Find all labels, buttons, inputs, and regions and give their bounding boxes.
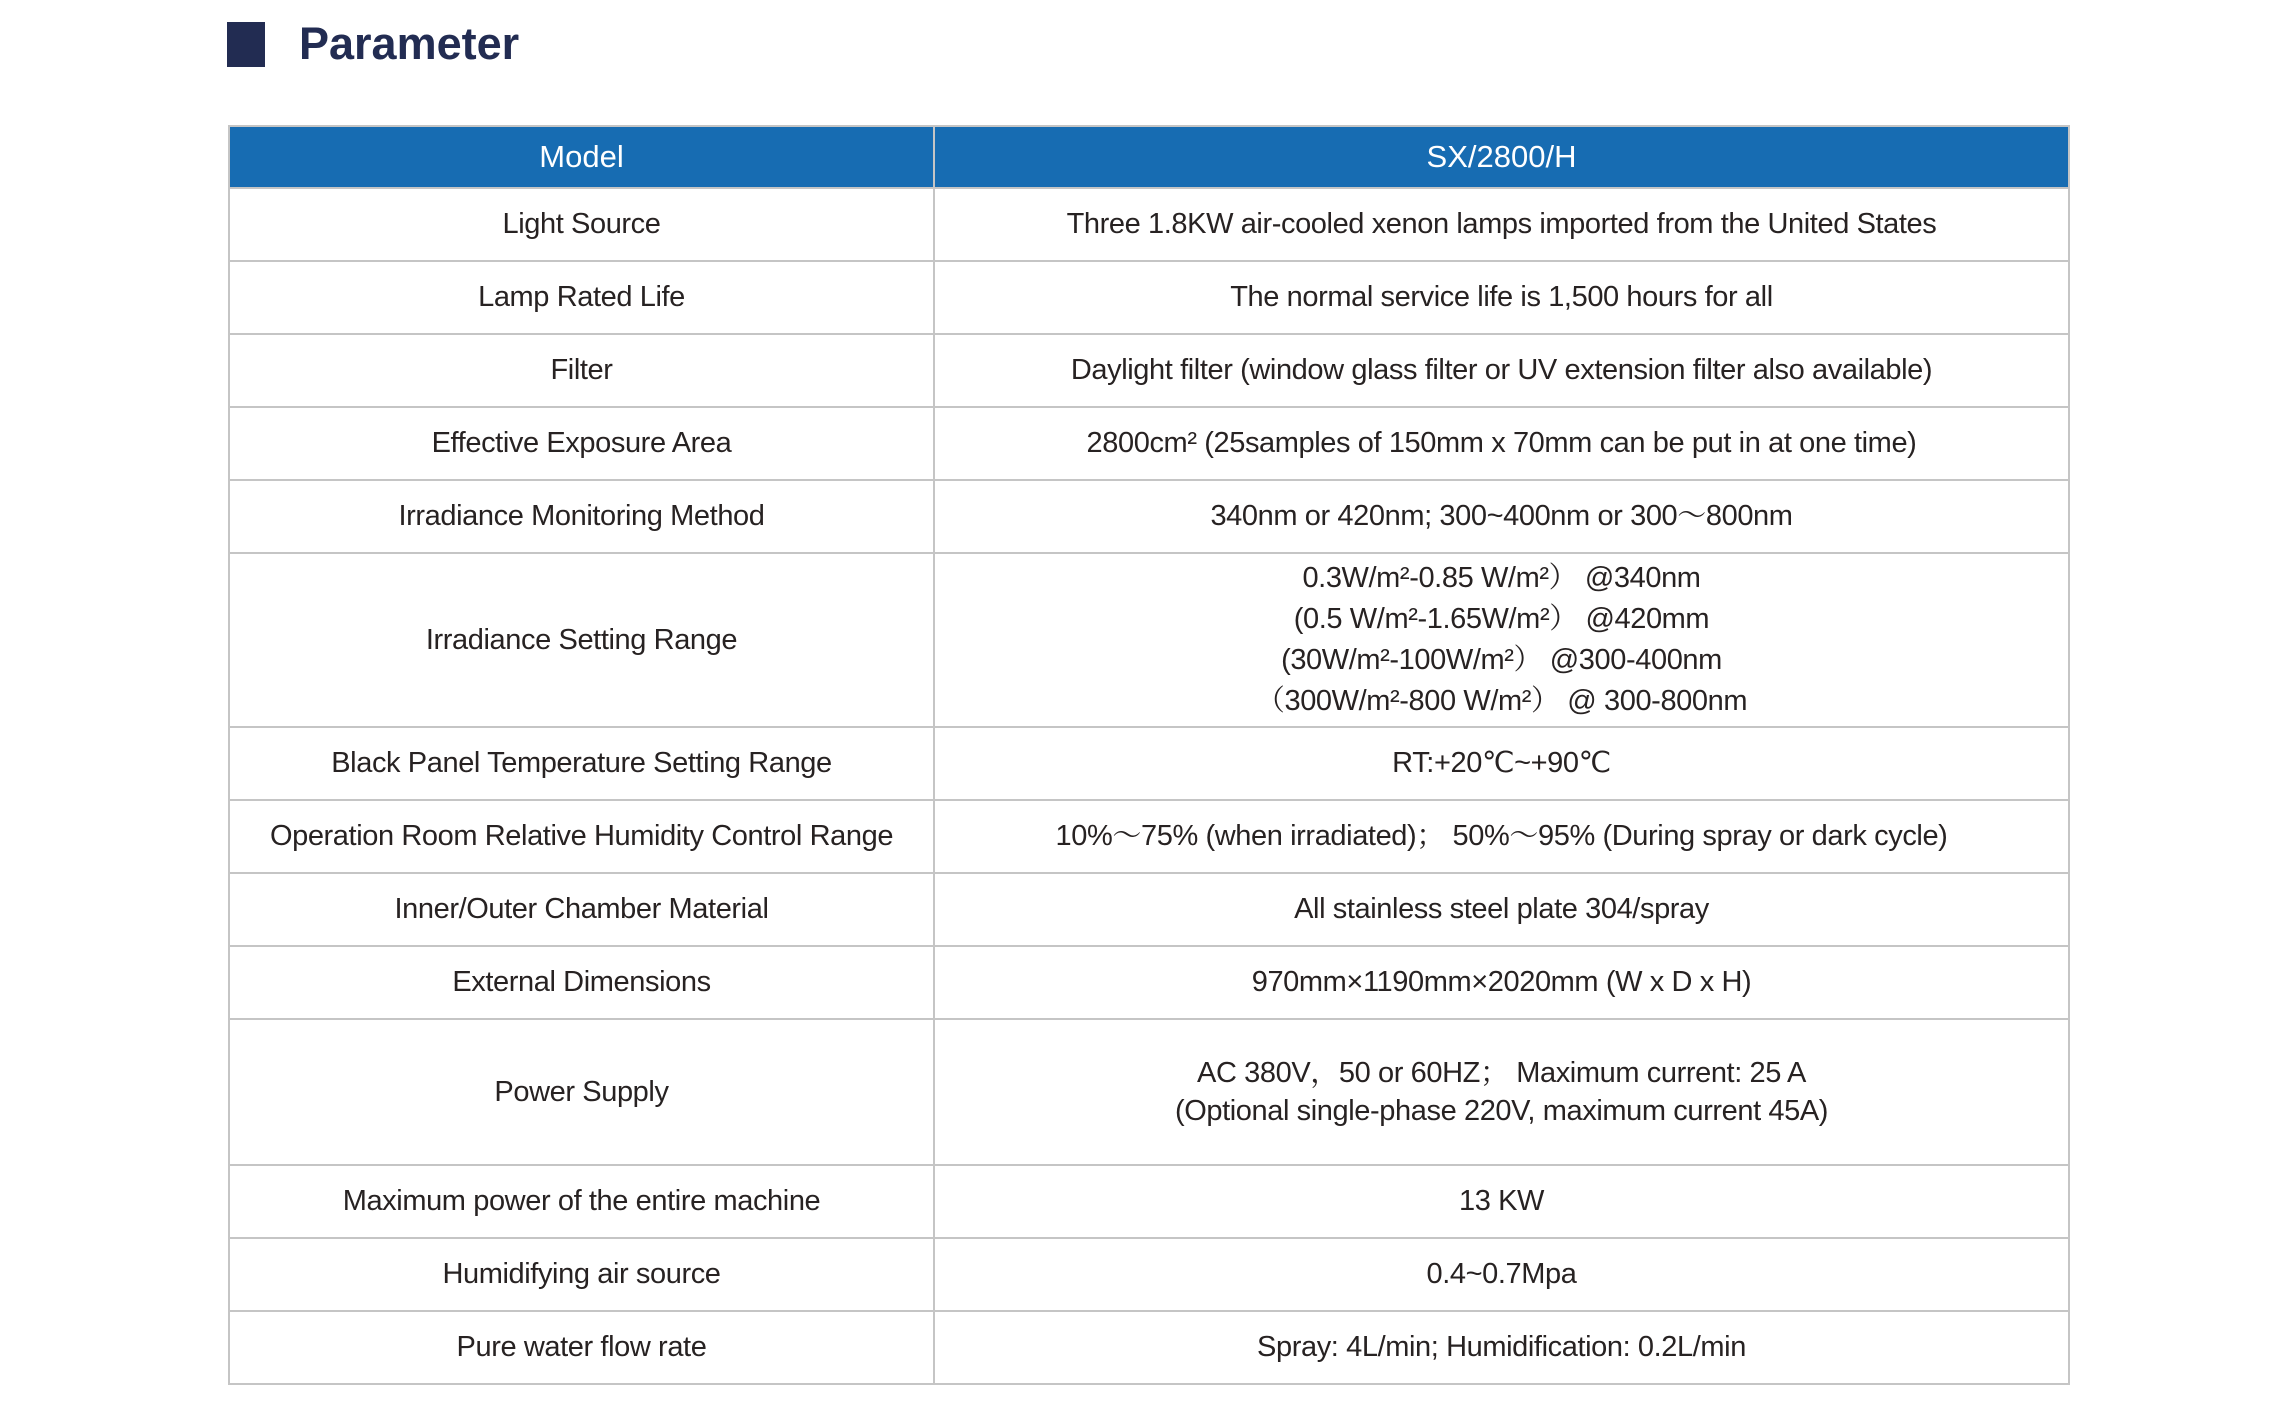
row-value (934, 480, 2069, 553)
row-value-line: (30W/m²-100W/m²） @300-400nm (1281, 644, 1722, 676)
row-label: Effective Exposure Area (229, 407, 934, 480)
row-value-line: 0.4~0.7Mpa (1426, 1258, 1577, 1290)
section-title (227, 18, 519, 70)
row-value-line: 340nm or 420nm; 300~400nm or 300～800nm (1210, 500, 1793, 532)
row-label: Humidifying air source (229, 1238, 934, 1311)
table-header-row (229, 126, 2069, 188)
row-value (934, 553, 2069, 727)
row-value-line: The normal service life is 1,500 hours for all (1230, 281, 1773, 313)
row-value-line: All stainless steel plate 304/spray (1294, 893, 1709, 925)
table-row (229, 261, 2069, 334)
table-row (229, 334, 2069, 407)
row-value-line: 970mm×1190mm×2020mm (W x D x H) (1251, 966, 1752, 998)
section-title-marker-icon (227, 22, 265, 67)
table-row (229, 407, 2069, 480)
row-label: Maximum power of the entire machine (229, 1165, 934, 1238)
table-row (229, 480, 2069, 553)
table-row (229, 1165, 2069, 1238)
row-value (934, 800, 2069, 873)
page-title: Parameter (299, 18, 520, 69)
row-value (934, 1238, 2069, 1311)
row-value (934, 873, 2069, 946)
row-value (934, 334, 2069, 407)
table-row (229, 946, 2069, 1019)
row-value-line: 2800cm² (25samples of 150mm x 70mm can be put in at one time) (1086, 427, 1917, 459)
row-label: Irradiance Monitoring Method (229, 480, 934, 553)
row-value (934, 1019, 2069, 1165)
row-label: Light Source (229, 188, 934, 261)
row-label: External Dimensions (229, 946, 934, 1019)
table-row (229, 188, 2069, 261)
row-value-line: (Optional single-phase 220V, maximum current 45A) (1174, 1095, 1829, 1127)
row-value-line: （300W/m²-800 W/m²） @ 300-800nm (1255, 685, 1748, 717)
parameter-table (228, 125, 2070, 1385)
table-row (229, 873, 2069, 946)
row-label: Power Supply (229, 1019, 934, 1165)
row-label: Irradiance Setting Range (229, 553, 934, 727)
table-row (229, 553, 2069, 727)
row-label: Filter (229, 334, 934, 407)
row-label: Lamp Rated Life (229, 261, 934, 334)
row-value-line: (0.5 W/m²-1.65W/m²） @420mm (1293, 603, 1710, 635)
row-label: Pure water flow rate (229, 1311, 934, 1384)
row-value (934, 946, 2069, 1019)
table-row (229, 1019, 2069, 1165)
row-value-line: RT:+20℃~+90℃ (1392, 747, 1611, 779)
table-row (229, 727, 2069, 800)
row-value-line: Daylight filter (window glass filter or UV extension filter also available) (1070, 354, 1933, 386)
table-header-model-value: SX/2800/H (934, 126, 2069, 188)
table-row (229, 1238, 2069, 1311)
row-label: Operation Room Relative Humidity Control Range (229, 800, 934, 873)
row-value (934, 261, 2069, 334)
row-value (934, 188, 2069, 261)
row-value (934, 727, 2069, 800)
row-value-line: Spray: 4L/min; Humidification: 0.2L/min (1257, 1331, 1746, 1363)
row-value-line: 0.3W/m²-0.85 W/m²） @340nm (1302, 562, 1701, 594)
row-label: Inner/Outer Chamber Material (229, 873, 934, 946)
row-value-line: 13 KW (1458, 1185, 1545, 1217)
table-header-model: Model (229, 126, 934, 188)
row-value (934, 1165, 2069, 1238)
table-row (229, 1311, 2069, 1384)
row-value-line: AC 380V，50 or 60HZ； Maximum current: 25 A (1197, 1057, 1806, 1089)
row-value-line: 10%～75% (when irradiated)； 50%～95% (During spray or dark cycle) (1055, 820, 1948, 852)
table-row (229, 800, 2069, 873)
row-value (934, 407, 2069, 480)
row-value (934, 1311, 2069, 1384)
row-label: Black Panel Temperature Setting Range (229, 727, 934, 800)
row-value-line: Three 1.8KW air-cooled xenon lamps imported from the United States (1066, 208, 1937, 240)
